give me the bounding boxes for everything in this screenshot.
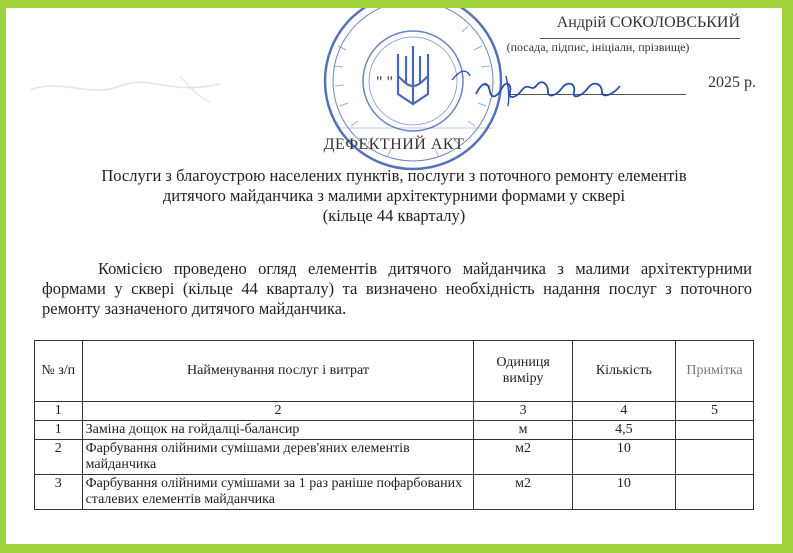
index-cell: 2 (82, 402, 474, 421)
row-name: Фарбування олійними сумішами за 1 раз раніше пофарбованих сталевих елементів майданчика (82, 475, 474, 510)
table-index-row (35, 402, 754, 421)
index-cell: 1 (35, 402, 83, 421)
table-header-row (35, 341, 754, 402)
handwritten-month-icon (436, 62, 656, 112)
document-page (6, 8, 782, 544)
row-unit: м2 (474, 475, 572, 510)
signer-name: Андрій СОКОЛОВСЬКИЙ (556, 14, 740, 31)
document-subtitle (36, 166, 752, 226)
row-num: 2 (35, 440, 83, 475)
row-unit: м2 (474, 440, 572, 475)
row-qty: 10 (572, 440, 675, 475)
row-unit: м (474, 421, 572, 440)
subtitle-line-2: дитячого майданчика з малими архітектурними формами у сквері (162, 186, 626, 205)
bleed-through-mark (20, 68, 260, 108)
index-cell: 4 (572, 402, 675, 421)
defects-table (34, 340, 754, 510)
document-title: ДЕФЕКТНИЙ АКТ (323, 136, 465, 153)
row-name: Фарбування олійними сумішами дерев'яних елементів майданчика (82, 440, 474, 475)
signature-line (540, 38, 740, 39)
header-qty: Кількість (572, 341, 675, 402)
date-day-quotes: " " (376, 74, 394, 91)
row-num: 3 (35, 475, 83, 510)
row-note (675, 475, 753, 510)
row-num: 1 (35, 421, 83, 440)
intro-paragraph: Комісією проведено огляд елементів дитячого майданчика з малими архітектурними формами у сквері (кільце 44 кварталу) та визначено необхідність надання послуг з поточного ремонту зазначеного дитячого майданчика. (42, 259, 752, 318)
table-row (35, 475, 754, 510)
row-qty: 4,5 (572, 421, 675, 440)
header-num: № з/п (35, 341, 83, 402)
subtitle-line-1: Послуги з благоустрою населених пунктів, послуги з поточного ремонту елементів (101, 166, 687, 185)
table-row (35, 421, 754, 440)
header-note: Примітка (675, 341, 753, 402)
row-qty: 10 (572, 475, 675, 510)
row-name: Заміна дощок на гойдалці-балансир (82, 421, 474, 440)
date-year: 2025 р. (708, 74, 756, 91)
signer-caption: (посада, підпис, ініціали, прізвище) (506, 40, 690, 54)
row-note (675, 421, 753, 440)
index-cell: 5 (675, 402, 753, 421)
header-name: Найменування послуг і витрат (82, 341, 474, 402)
row-note (675, 440, 753, 475)
subtitle-line-3: (кільце 44 кварталу) (322, 206, 466, 225)
header-unit: Одиниця виміру (474, 341, 572, 402)
table-row (35, 440, 754, 475)
index-cell: 3 (474, 402, 572, 421)
